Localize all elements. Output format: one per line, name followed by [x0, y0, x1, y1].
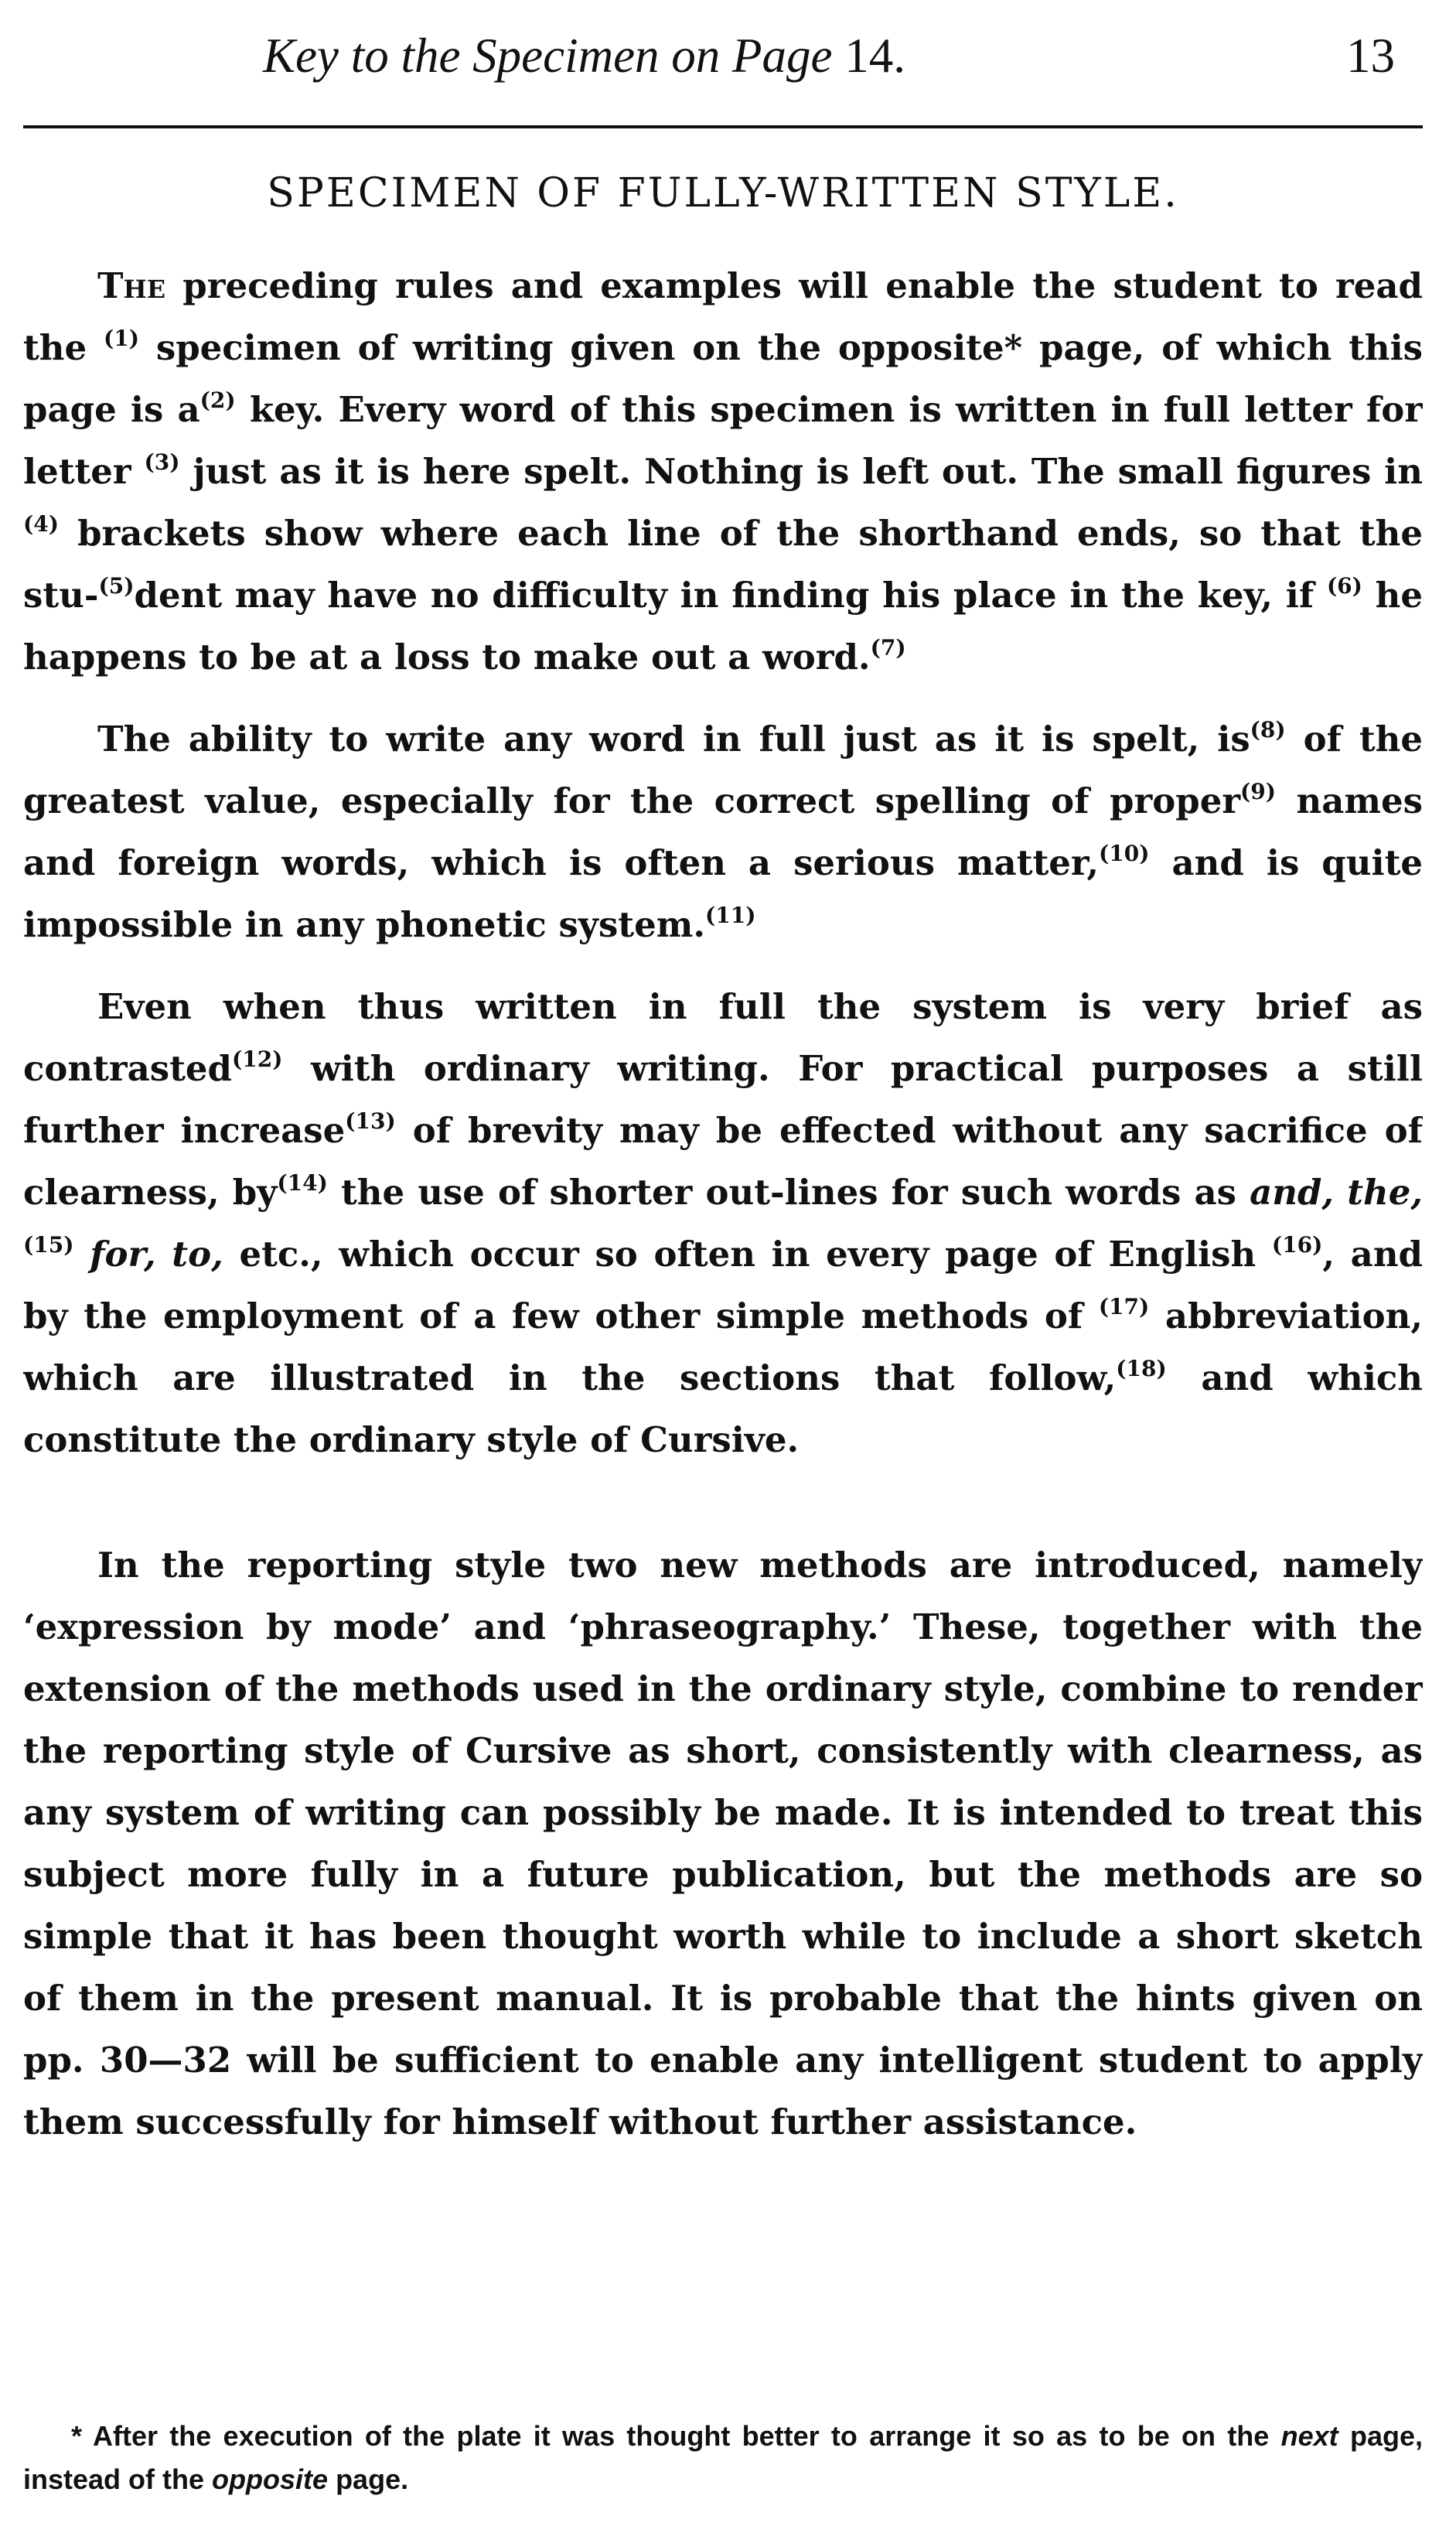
italic-word-to: to,: [172, 1234, 223, 1275]
footnote-italic-next: next: [1280, 2420, 1338, 2452]
paragraph-2-text-a: The ability to write any word in full just as it is spelt, is: [97, 719, 1250, 760]
paragraph-2-text-b: of the greatest value, especially for the correct spelling of proper: [23, 719, 1423, 821]
paragraph-2: [23, 708, 1423, 956]
paragraph-3-text-d: the use of shorter out-lines for such words as: [340, 1172, 1236, 1213]
footnote-text: [23, 2415, 1423, 2501]
italic-word-the: the,: [1347, 1172, 1423, 1213]
footnote-italic-opposite: opposite: [212, 2463, 329, 2495]
paragraph-2-text-d: and is quite impossible in any phonetic system.: [23, 842, 1423, 945]
line-marker: (6): [1326, 573, 1362, 599]
running-title-text: Key to the Specimen on Page: [263, 29, 833, 83]
paragraph-1-text-b: specimen of writing given on the opposite* page, of which this page is a: [23, 327, 1423, 430]
line-marker: (3): [144, 449, 180, 475]
paragraph-3-text-e: etc., which occur so often in every page of English: [239, 1234, 1257, 1275]
paragraph-3-text-h: and which constitute the ordinary style of Cursive.: [23, 1357, 1423, 1460]
line-marker: (14): [277, 1170, 328, 1196]
line-marker: (18): [1116, 1356, 1167, 1381]
paragraph-1-text-f: dent may have no difficulty in finding his place in the key, if: [134, 575, 1314, 616]
body-text: [23, 255, 1423, 2173]
line-marker: (2): [199, 387, 236, 413]
paragraph-1: [23, 255, 1423, 688]
paragraph-2-text-c: names and foreign words, which is often a serious matter,: [23, 780, 1423, 883]
line-marker: (9): [1240, 779, 1277, 804]
line-marker: (7): [870, 635, 906, 661]
paragraph-4: In the reporting style two new methods are introduced, namely ‘expression by mode’ and ‘phraseography.’ These, together with the extension of the methods used in the ordinary style, combine to render the reporting style of Cursive as short, consistently with clearness, as any system of writing can possibly be made. It is intended to treat this subject more fully in a future publication, but the methods are so simple that it has been thought worth while to include a short sketch of them in the present manual. It is probable that the hints given on pp. 30—32 will be sufficient to enable any intelligent student to apply them successfully for himself without further assistance.: [23, 1545, 1423, 2142]
paragraph-3-text-f: , and by the employment of a few other simple methods of: [23, 1234, 1423, 1336]
line-marker: (12): [232, 1046, 283, 1072]
running-head: [23, 23, 1423, 93]
footnote-text-b: page, instead of the: [23, 2420, 1423, 2495]
line-marker: (8): [1250, 717, 1286, 742]
paragraph-3-text-g: abbreviation, which are illustrated in the sections that follow,: [23, 1296, 1423, 1398]
line-marker: (15): [23, 1232, 74, 1258]
page-number: 13: [1346, 29, 1395, 83]
paragraph-1-text-e: brackets show where each line of the shorthand ends, so that the stu-: [23, 513, 1423, 616]
paragraph-3-text-c: of brevity may be effected without any sacrifice of clearness, by: [23, 1110, 1423, 1213]
footnote: [23, 2415, 1423, 2501]
line-marker: (5): [98, 573, 135, 599]
italic-word-and: and,: [1250, 1172, 1335, 1213]
paragraph-1-text-g: he happens to be at a loss to make out a word.: [23, 575, 1423, 678]
line-marker: (16): [1271, 1232, 1323, 1258]
line-marker: (17): [1098, 1294, 1150, 1319]
running-title-page: 14.: [844, 29, 905, 83]
line-marker: (11): [704, 903, 756, 928]
line-marker: (10): [1099, 841, 1150, 866]
book-page: [23, 23, 1423, 2514]
paragraph-1-text-c: key. Every word of this specimen is written in full letter for letter: [23, 389, 1423, 492]
paragraph-1-lead: The: [97, 265, 166, 306]
footnote-text-c: page.: [336, 2463, 409, 2495]
paragraph-3-text-a: Even when thus written in full the system is very brief as contrasted: [23, 986, 1423, 1089]
line-marker: (13): [345, 1108, 396, 1134]
italic-word-for: for,: [90, 1234, 156, 1275]
line-marker: (4): [23, 511, 59, 537]
footnote-text-a: * After the execution of the plate it was thought better to arrange it so as to be on the: [71, 2420, 1270, 2452]
line-marker: (1): [104, 326, 139, 351]
paragraph-3: [23, 976, 1423, 1471]
section-heading: SPECIMEN OF FULLY-WRITTEN STYLE.: [267, 170, 1179, 217]
paragraph-1-text-a: preceding rules and examples will enable the student to read the: [23, 265, 1423, 368]
paragraph-1-text-d: just as it is here spelt. Nothing is left out. The small figures in: [193, 451, 1423, 492]
paragraph-3-text-b: with ordinary writing. For practical purposes a still further increase: [23, 1048, 1423, 1151]
header-rule: [23, 125, 1423, 128]
running-title: [263, 28, 905, 84]
